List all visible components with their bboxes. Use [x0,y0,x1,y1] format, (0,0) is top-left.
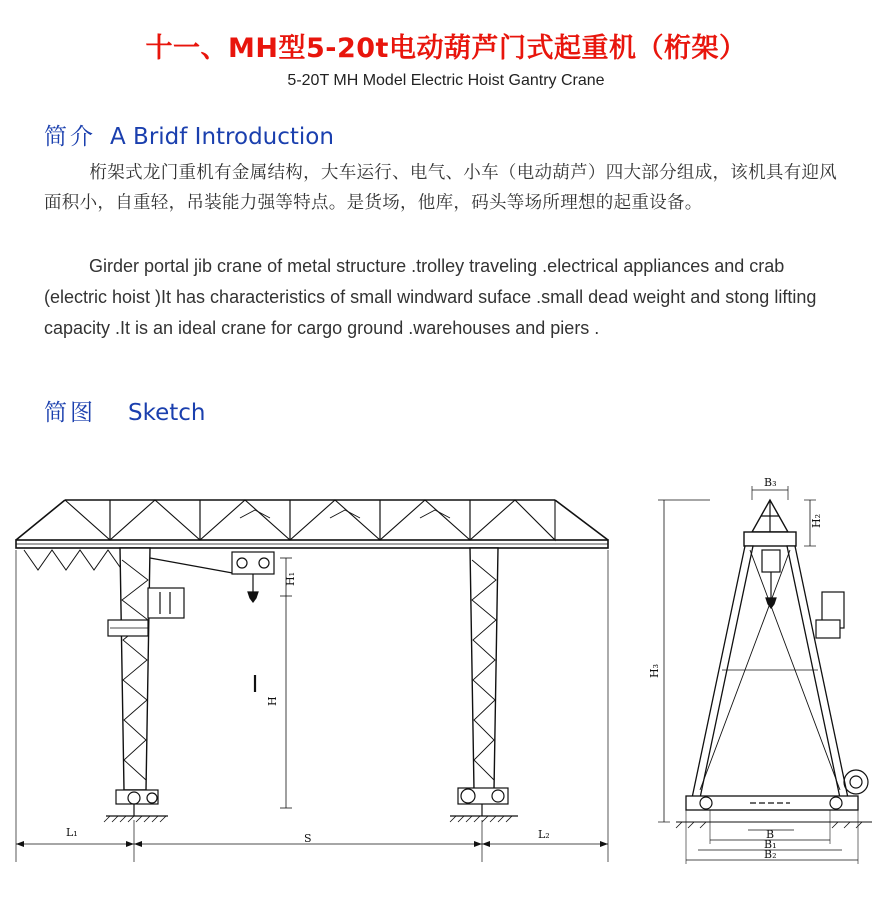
dim-label-b: B [766,828,775,841]
page-subtitle: 5-20T MH Model Electric Hoist Gantry Crane [287,72,605,89]
dim-label-h1: H₁ [284,571,297,586]
dim-label-b1: B₁ [764,838,777,851]
intro-paragraph-cn: 桁架式龙门重机有金属结构，大车运行、电气、小车（电动葫芦）四大部分组成，该机具有迎风面积小，自重轻，吊装能力强等特点。是货场，他库，码头等场所理想的起重设备。 [44,163,838,213]
front-view [16,500,608,862]
dim-label-h3: H₃ [648,663,661,678]
side-view [658,486,872,864]
section-heading-sketch [44,394,206,427]
dim-label-h2: H₂ [810,513,823,528]
dim-label-b2: B₂ [764,848,777,861]
intro-heading-cn: 简介 [44,124,96,150]
intro-heading-en: A Bridf Introduction [110,124,334,150]
dim-label-s: S [304,832,312,845]
section-heading-introduction [44,118,334,151]
dim-label-h: H [266,696,279,706]
crane-sketch-drawing [10,470,884,870]
sketch-heading-cn: 简图 [44,400,96,426]
dim-label-l1: L₁ [66,826,78,839]
intro-paragraph-en: Girder portal jib crane of metal structure .trolley traveling .electrical appliances and crab (electric hoist )It has characteristics of small windward suface .small dead weight and stong lifting capacity .It is an ideal crane for cargo ground .warehouses and piers . [44,256,817,338]
dim-label-b3: B₃ [764,476,777,489]
sketch-heading-en: Sketch [128,400,206,426]
page-title: 十一、MH型5-20t电动葫芦门式起重机（桁架） [145,33,747,64]
dim-label-l2: L₂ [538,828,550,841]
